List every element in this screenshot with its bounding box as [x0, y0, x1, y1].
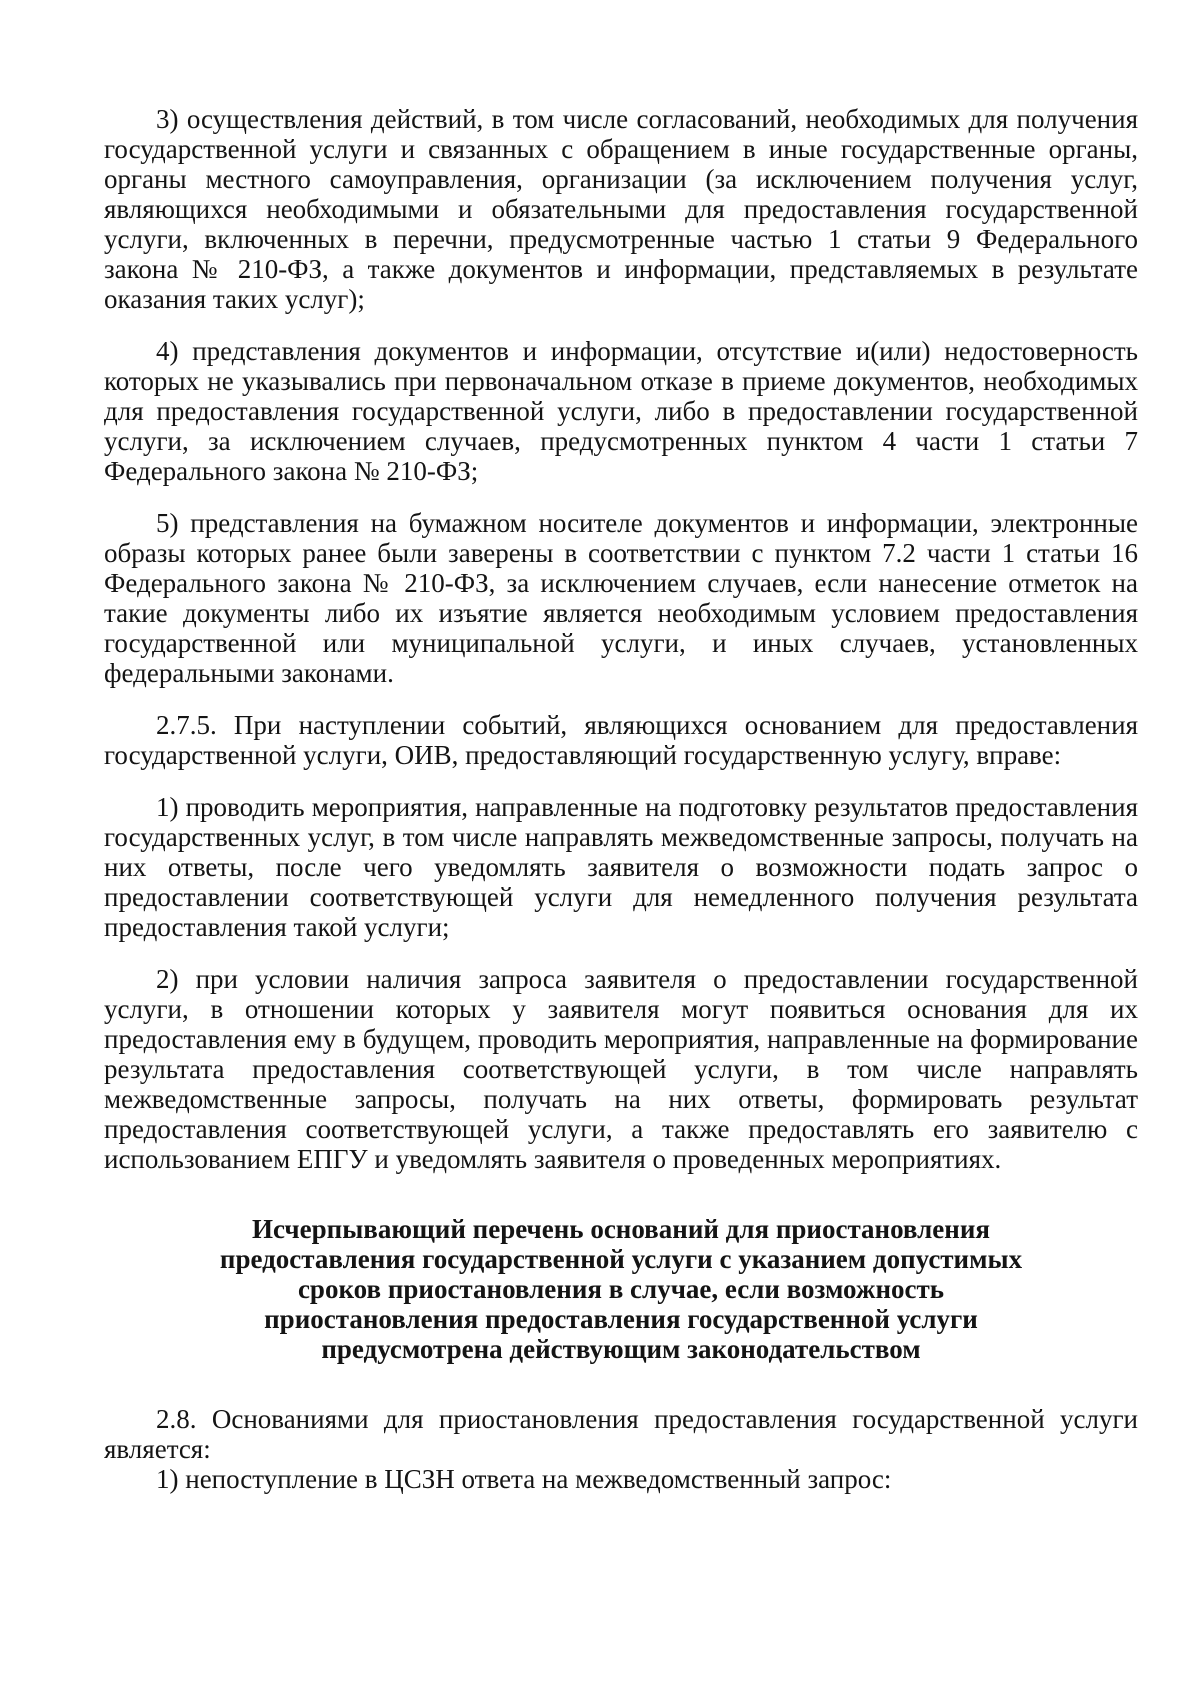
paragraph-item-3: 3) осуществления действий, в том числе согласований, необходимых для получения государственной услуги и связанных с обращением в иные государственные органы, органы местного самоуправления, организации (за исключением получения услуг, являющихся необходимыми и обязательными для предоставления государственной услуги, включенных в перечни, предусмотренные частью 1 статьи 9 Федерального закона № 210-ФЗ, а также документов и информации, представляемых в результате оказания таких услуг);: [104, 104, 1138, 314]
paragraph-2-8-item-1: 1) непоступление в ЦСЗН ответа на межведомственный запрос:: [156, 1464, 892, 1494]
paragraph-2-8: 2.8. Основаниями для приостановления предоставления государственной услуги является:: [104, 1404, 1138, 1464]
heading-line: Исчерпывающий перечень оснований для приостановления: [251, 1214, 991, 1244]
paragraph-2-7-5-item-2: 2) при условии наличия запроса заявителя о предоставлении государственной услуги, в отношении которых у заявителя могут появиться основания для их предоставления ему в будущем, проводить мероприятия, направленные на формирование результата предоставления соответствующей услуги, в том числе направлять межведомственные запросы, получать на них ответы, формировать результат предоставления соответствующей услуги, а также предоставлять его заявителю с использованием ЕПГУ и уведомлять заявителя о проведенных мероприятиях.: [104, 964, 1138, 1174]
paragraph-item-4: 4) представления документов и информации, отсутствие и(или) недостоверность которых не указывались при первоначальном отказе в приеме документов, необходимых для предоставления государственной услуги, либо в предоставлении государственной услуги, за исключением случаев, предусмотренных пунктом 4 части 1 статьи 7 Федерального закона № 210-ФЗ;: [104, 336, 1138, 486]
heading-line: предоставления государственной услуги с указанием допустимых: [219, 1244, 1023, 1274]
paragraph-2-7-5-item-1: 1) проводить мероприятия, направленные на подготовку результатов предоставления государственных услуг, в том числе направлять межведомственные запросы, получать на них ответы, после чего уведомлять заявителя о возможности подать запрос о предоставлении соответствующей услуги для немедленного получения результата предоставления такой услуги;: [104, 792, 1138, 942]
document-body: [104, 104, 1138, 1494]
heading-line: сроков приостановления в случае, если возможность: [297, 1274, 945, 1304]
heading-line: предусмотрена действующим законодательством: [321, 1334, 921, 1364]
paragraph-item-5: 5) представления на бумажном носителе документов и информации, электронные образы которых ранее были заверены в соответствии с пунктом 7.2 части 1 статьи 16 Федерального закона № 210-ФЗ, за исключением случаев, если нанесение отметок на такие документы либо их изъятие является необходимым условием предоставления государственной или муниципальной услуги, и иных случаев, установленных федеральными законами.: [104, 508, 1138, 688]
heading-line: приостановления предоставления государственной услуги: [264, 1304, 978, 1334]
paragraph-2-7-5: 2.7.5. При наступлении событий, являющихся основанием для предоставления государственной услуги, ОИВ, предоставляющий государственную услугу, вправе:: [104, 710, 1138, 770]
section-heading: [191, 1214, 1051, 1364]
